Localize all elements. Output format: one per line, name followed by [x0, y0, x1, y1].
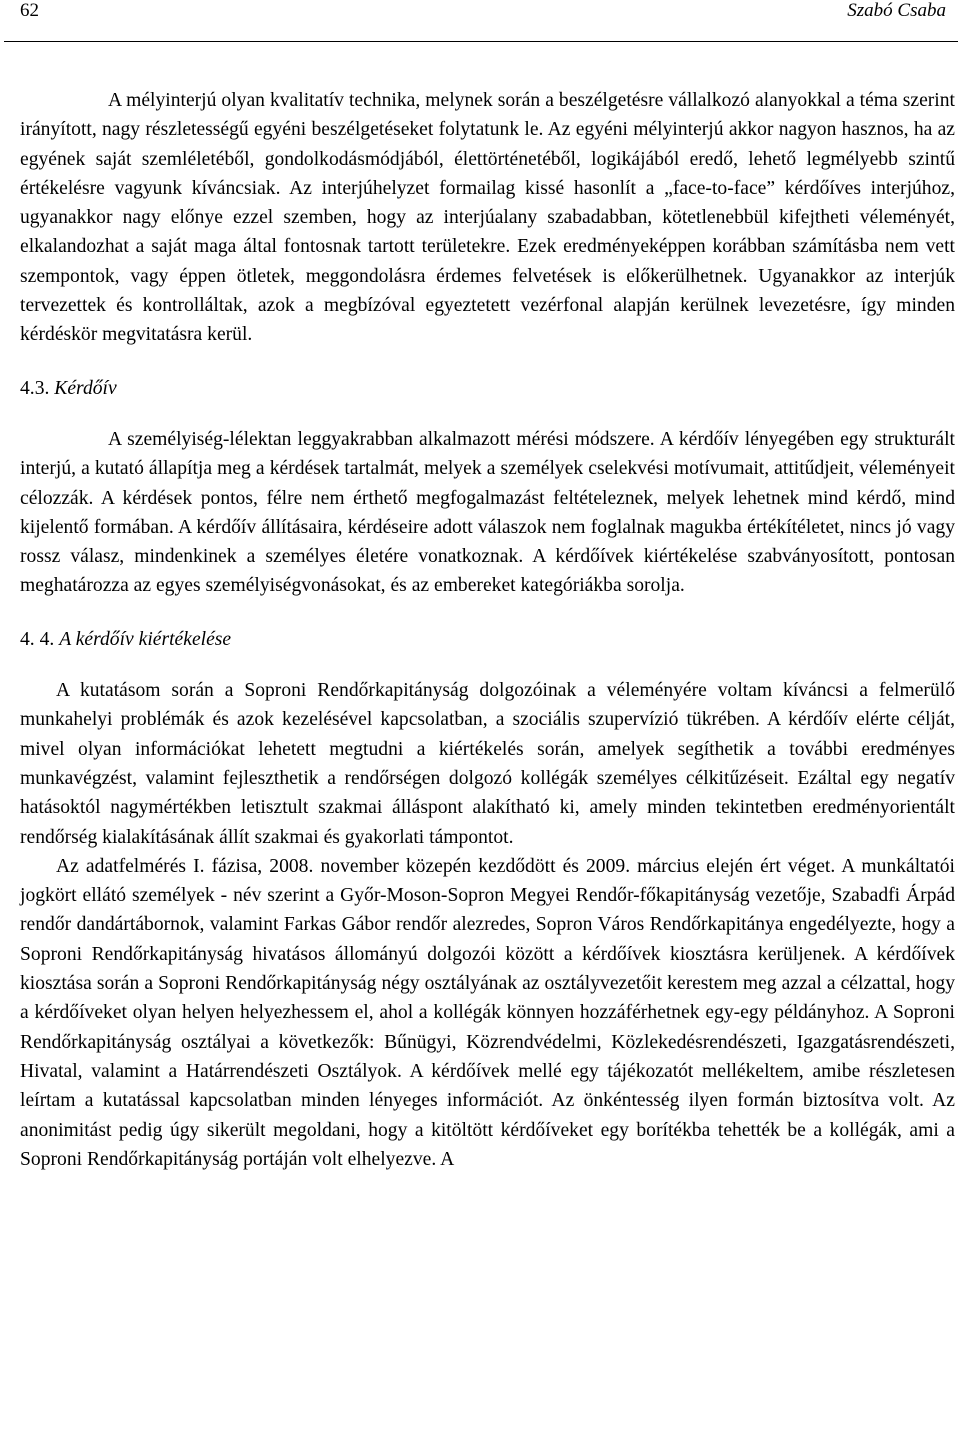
- running-head-author: Szabó Csaba: [847, 0, 946, 21]
- paragraph-survey: Az adatfelmérés I. fázisa, 2008. november közepén kezdődött és 2009. március elején ért véget. A munkáltatói jogkört ellátó személyek - név szerint a Győr-Moson-Sopron Megyei Rendőr-főkapitányság vezetője, Szabadfi Árpád rendőr dandártábornok, valamint Farkas Gábor rendőr alezredes, Sopron Város Rendőrkapitánya engedélyezte, hogy a Soproni Rendőrkapitányság hivatásos állományú dolgozói között a kérdőívek kiosztásra kerüljenek. A kérdőívek kiosztása során a Soproni Rendőrkapitányság négy osztályának az osztályvezetőit kerestem meg azzal a célzattal, hogy a kérdőíveket olyan helyen helyezhessem el, ahol a kollégák könnyen hozzáférhetnek egy-egy példányhoz. A Soproni Rendőrkapitányság osztályai a következők: Bűnügyi, Közrendvédelmi, Közlekedésrendészeti, Igazgatásrendészeti, Hivatal, valamint a Határrendészeti Osztályok. A kérdőívek mellé egy tájékozatót mellékeltem, amibe részletesen leírtam a kutatással kapcsolatban minden lényeges információt. Az önkéntesség ilyen formán biztosítva volt. Az anonimitást pedig úgy sikerült megoldani, hogy a kitöltött kérdőíveket egy borítékba tehették be a kollégák, ami a Soproni Rendőrkapitányság portáján volt elhelyezve. A: [20, 855, 955, 1170]
- page-header: [10, 0, 946, 34]
- section-heading-4-3: [20, 374, 955, 403]
- section-title: A kérdőív kiértékelése: [59, 628, 232, 650]
- section-title: Kérdőív: [54, 377, 117, 399]
- paragraph-research: A kutatásom során a Soproni Rendőrkapitányság dolgozóinak a véleményére voltam kíváncsi a felmerülő munkahelyi problémák és azok kezelésével kapcsolatban, a szociális szupervízió tükrében. A kérdőív elérte célját, mivel olyan információkat lehetett megtudni a kiértékelés során, amelyek segíthetik a további eredményes munkavégzést, valamint fejleszthetik a rendőrségen dolgozó kollégák személyes célkitűzéseit. Ezáltal egy negatív hatásoktól nagymértékben letisztult szakmai álláspont alakítható ki, amely minden tekintetben eredményorientált rendőrség kialakításának állít szakmai és gyakorlati támpontot.: [20, 680, 955, 848]
- page-number: 62: [20, 0, 39, 21]
- section-heading-4-4: [20, 625, 955, 654]
- section-number: 4. 4.: [20, 628, 55, 650]
- header-rule: [4, 41, 958, 42]
- section-number: 4.3.: [20, 377, 50, 399]
- document-body: [20, 86, 955, 1174]
- paragraph-interview: A mélyinterjú olyan kvalitatív technika, melynek során a beszélgetésre vállalkozó alanyokkal a téma szerint irányított, nagy részletességű egyéni beszélgetéseket folytatunk le. Az egyéni mélyinterjú akkor nagyon hasznos, ha az egyének saját szemléletéből, gondolkodásmódjából, élettörténetéből, logikájából eredő, lehető legmélyebb szintű értékelésre vagyunk kíváncsiak. Az interjúhelyzet formailag kissé hasonlít a „face-to-face” kérdőíves interjúhoz, ugyanakkor nagy előnye ezzel szemben, hogy az interjúalany szabadabban, kötetlenebbül kifejtheti véleményét, elkalandozhat a saját maga által fontosnak tartott területekre. Ezek eredményeképpen korábban számításba nem vett szempontok, vagy éppen ötletek, meggondolásra érdemes felvetések is előkerülhetnek. Ugyanakkor az interjúk tervezettek és kontrolláltak, azok a megbízóval egyeztetett vezérfonal alapján kerülnek levezetésre, így minden kérdéskör megvitatásra kerül.: [20, 90, 955, 346]
- paragraph-questionnaire: A személyiség-lélektan leggyakrabban alkalmazott mérési módszere. A kérdőív lényegében egy strukturált interjú, a kutató állapítja meg a kérdések tartalmát, melyek a személyek cselekvési motívumait, attitűdjeit, véleményeit célozzák. A kérdések pontos, félre nem érthető megfogalmazást feltételeznek, melyek lehetnek mind kérdő, mind kijelentő formában. A kérdőív állításaira, kérdéseire adott válaszok nem foglalnak magukba értékítéletet, nincs jó vagy rossz válasz, mindenkinek a személyes életére vonatkoznak. A kérdőívek kiértékelése szabványosított, pontosan meghatározza az egyes személyiségvonásokat, és az embereket kategóriákba sorolja.: [20, 428, 955, 597]
